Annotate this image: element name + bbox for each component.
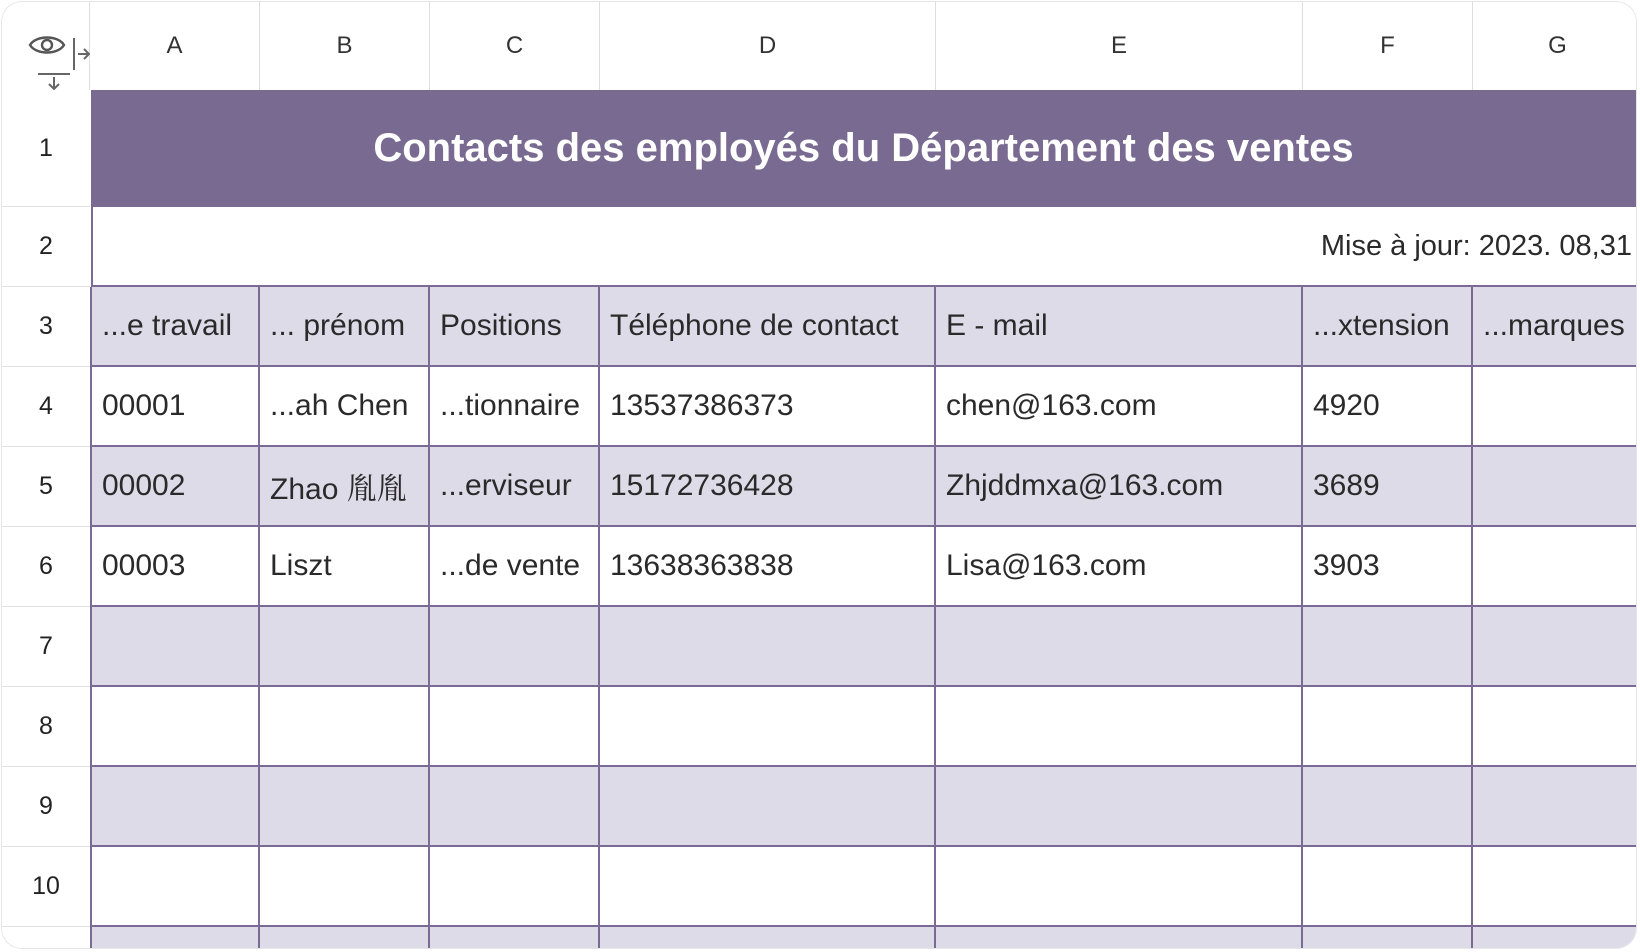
column-header-c[interactable]: C (430, 2, 600, 90)
table-cell[interactable]: Lisa@163.com (936, 527, 1303, 607)
table-cell[interactable] (600, 687, 936, 767)
table-cell[interactable] (936, 847, 1303, 927)
table-cell[interactable] (600, 767, 936, 847)
row-header-3[interactable]: 3 (2, 287, 90, 367)
row-header-2[interactable]: 2 (2, 207, 90, 287)
row-header-7[interactable]: 7 (2, 607, 90, 687)
header-cell-extension[interactable]: ...xtension (1303, 287, 1473, 367)
column-header-g[interactable]: G (1473, 2, 1636, 90)
table-cell[interactable] (936, 687, 1303, 767)
header-cell-remarks[interactable]: ...marques (1473, 287, 1636, 367)
header-cell-phone[interactable]: Téléphone de contact (600, 287, 936, 367)
table-cell[interactable] (600, 927, 936, 948)
table-cell[interactable] (430, 607, 600, 687)
row-header-4[interactable]: 4 (2, 367, 90, 447)
column-header-e[interactable]: E (936, 2, 1303, 90)
table-cell[interactable] (1473, 687, 1636, 767)
table-cell[interactable] (1473, 927, 1636, 948)
table-cell[interactable]: ...tionnaire (430, 367, 600, 447)
table-cell[interactable] (600, 607, 936, 687)
table-cell[interactable] (1303, 927, 1473, 948)
table-cell[interactable] (260, 607, 430, 687)
table-cell[interactable]: 00003 (90, 527, 260, 607)
table-cell[interactable] (90, 767, 260, 847)
row-header-1[interactable]: 1 (2, 90, 90, 207)
table-cell[interactable]: ...ah Chen (260, 367, 430, 447)
row-header-partial (2, 927, 90, 948)
column-header-f[interactable]: F (1303, 2, 1473, 90)
table-cell[interactable]: Zhjddmxa@163.com (936, 447, 1303, 527)
table-cell[interactable] (600, 847, 936, 927)
column-header-a[interactable]: A (90, 2, 260, 90)
table-cell[interactable] (260, 927, 430, 948)
table-cell[interactable] (260, 687, 430, 767)
table-cell[interactable]: Zhao 胤胤 (260, 447, 430, 527)
row-header-9[interactable]: 9 (2, 767, 90, 847)
spreadsheet-frame (2, 2, 1636, 948)
table-cell[interactable]: 15172736428 (600, 447, 936, 527)
row-header-8[interactable]: 8 (2, 687, 90, 767)
table-cell[interactable] (430, 767, 600, 847)
update-date-cell[interactable]: Mise à jour: 2023. 08,31 (91, 207, 1636, 287)
table-cell[interactable]: Liszt (260, 527, 430, 607)
header-cell-name[interactable]: ... prénom (260, 287, 430, 367)
column-header-d[interactable]: D (600, 2, 936, 90)
table-cell[interactable]: 00002 (90, 447, 260, 527)
table-cell[interactable] (1303, 767, 1473, 847)
row-header-5[interactable]: 5 (2, 447, 90, 527)
row-header-6[interactable]: 6 (2, 527, 90, 607)
table-cell[interactable] (1473, 767, 1636, 847)
table-cell[interactable] (90, 607, 260, 687)
table-cell[interactable] (430, 927, 600, 948)
sheet-corner (2, 2, 90, 90)
table-cell[interactable] (1473, 527, 1636, 607)
table-cell[interactable] (1303, 607, 1473, 687)
sheet-title-cell[interactable]: Contacts des employés du Département des ventes (91, 90, 1636, 207)
table-cell[interactable] (260, 767, 430, 847)
table-cell[interactable] (90, 927, 260, 948)
table-cell[interactable]: ...de vente (430, 527, 600, 607)
table-cell[interactable]: 13638363838 (600, 527, 936, 607)
eye-icon[interactable] (28, 32, 66, 58)
header-cell-email[interactable]: E - mail (936, 287, 1303, 367)
table-cell[interactable] (1473, 447, 1636, 527)
table-cell[interactable] (1303, 847, 1473, 927)
header-cell-work-id[interactable]: ...e travail (90, 287, 260, 367)
table-cell[interactable]: chen@163.com (936, 367, 1303, 447)
table-cell[interactable]: 3903 (1303, 527, 1473, 607)
table-cell[interactable] (1473, 367, 1636, 447)
table-cell[interactable] (936, 927, 1303, 948)
table-cell[interactable] (430, 687, 600, 767)
table-cell[interactable] (90, 687, 260, 767)
column-header-b[interactable]: B (260, 2, 430, 90)
table-cell[interactable]: ...erviseur (430, 447, 600, 527)
table-cell[interactable] (1473, 847, 1636, 927)
table-cell[interactable] (430, 847, 600, 927)
table-cell[interactable] (260, 847, 430, 927)
table-cell[interactable] (936, 767, 1303, 847)
table-cell[interactable]: 00001 (90, 367, 260, 447)
table-cell[interactable] (1303, 687, 1473, 767)
table-cell[interactable]: 3689 (1303, 447, 1473, 527)
table-cell[interactable] (1473, 607, 1636, 687)
row-header-10[interactable]: 10 (2, 847, 90, 927)
header-cell-positions[interactable]: Positions (430, 287, 600, 367)
table-cell[interactable]: 4920 (1303, 367, 1473, 447)
table-cell[interactable]: 13537386373 (600, 367, 936, 447)
table-cell[interactable] (90, 847, 260, 927)
table-cell[interactable] (936, 607, 1303, 687)
